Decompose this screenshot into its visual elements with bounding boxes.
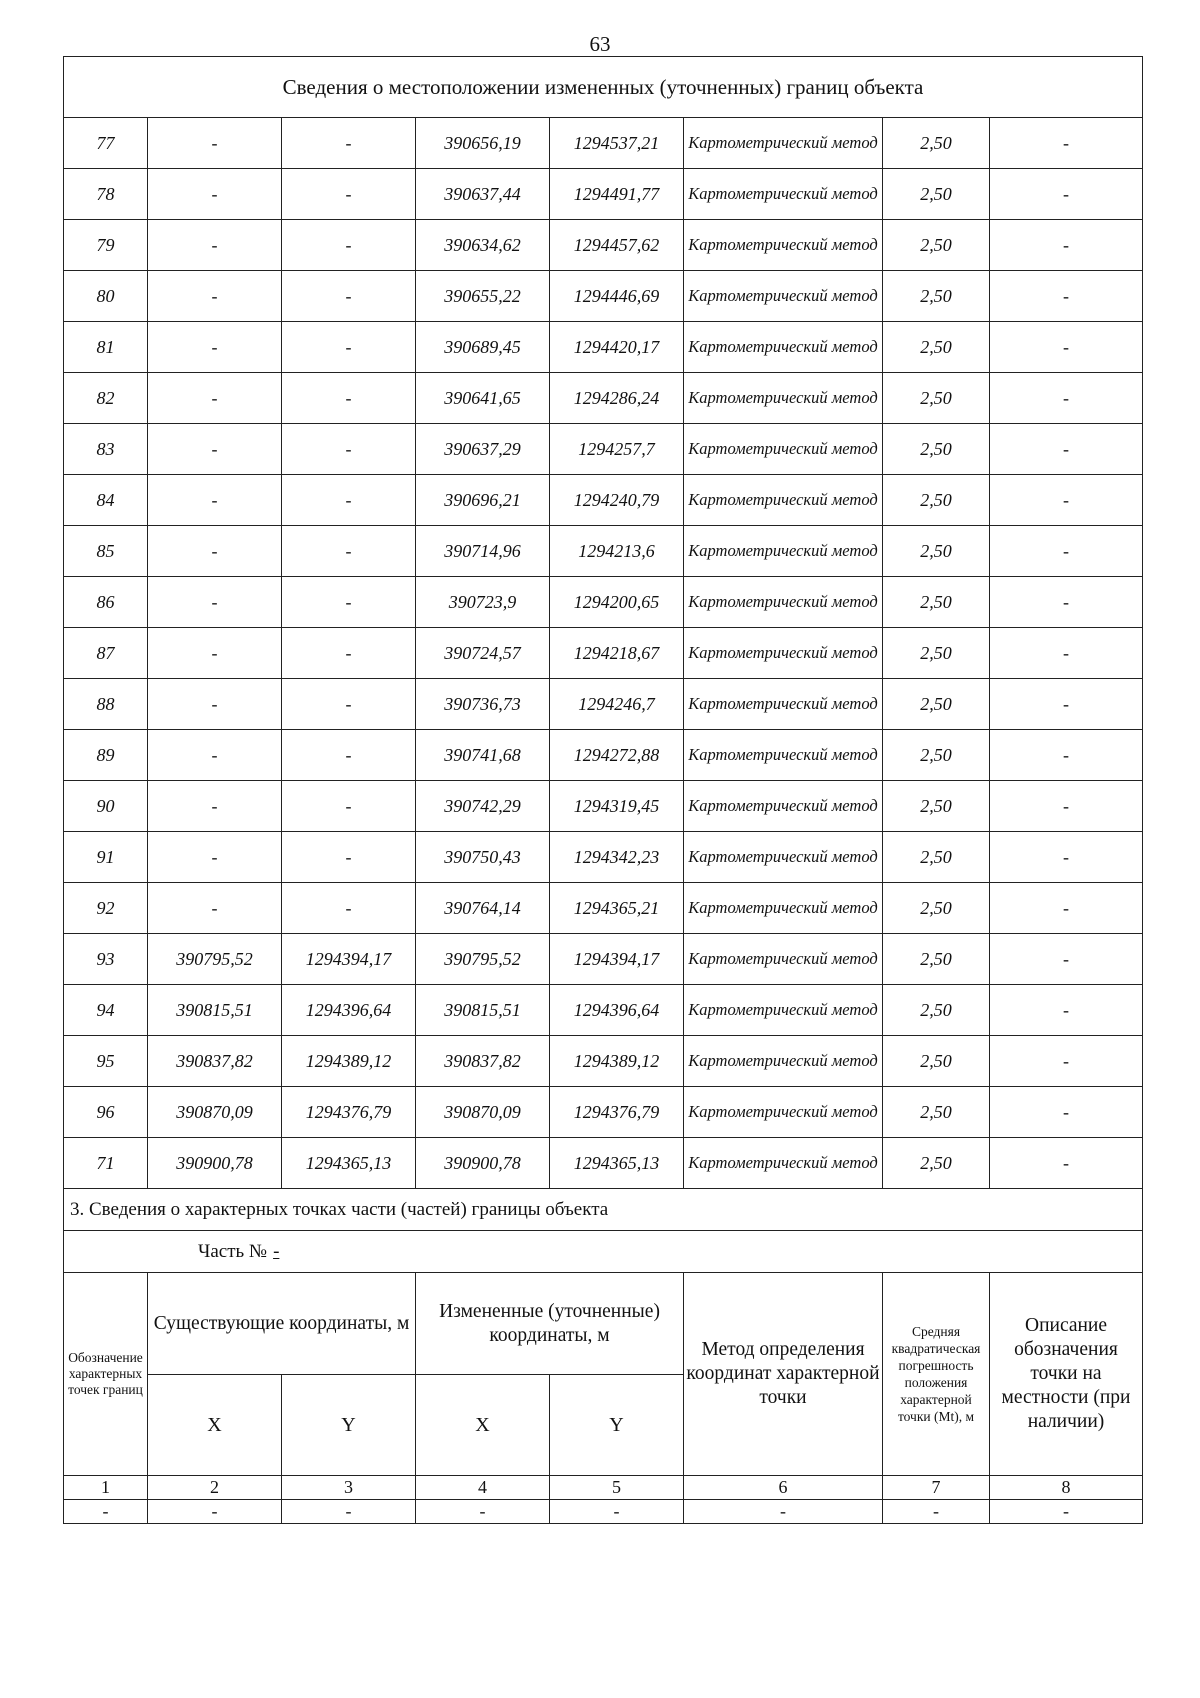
table-row [64,424,1143,475]
method-cell: Картометрический метод [684,118,883,169]
mt-cell: 2,50 [883,1036,990,1087]
method-cell: Картометрический метод [684,730,883,781]
method-cell: Картометрический метод [684,577,883,628]
mt-cell: 2,50 [883,475,990,526]
changed-x-cell: 390741,68 [416,730,550,781]
changed-y-cell: 1294457,62 [550,220,684,271]
table-row [64,832,1143,883]
existing-x-cell: - [148,628,282,679]
column-number: 1 [64,1476,148,1500]
changed-y-cell: 1294365,13 [550,1138,684,1189]
column-numbers-row [64,1476,1143,1500]
point-id-cell: 78 [64,169,148,220]
table-row [64,526,1143,577]
part-row [64,1231,1143,1273]
existing-y-cell: 1294396,64 [282,985,416,1036]
existing-y-cell: - [282,118,416,169]
point-id-cell: 81 [64,322,148,373]
point-id-cell: 92 [64,883,148,934]
table-row [64,577,1143,628]
method-cell: Картометрический метод [684,679,883,730]
changed-x-cell: 390795,52 [416,934,550,985]
existing-x-cell: 390795,52 [148,934,282,985]
existing-x-cell: - [148,883,282,934]
method-cell: Картометрический метод [684,169,883,220]
existing-y-cell: - [282,373,416,424]
mt-cell: 2,50 [883,832,990,883]
point-id-cell: 90 [64,781,148,832]
description-cell: - [990,832,1143,883]
column-number: 2 [148,1476,282,1500]
existing-y-cell: - [282,628,416,679]
changed-x-cell: 390637,44 [416,169,550,220]
mt-cell: 2,50 [883,322,990,373]
description-cell: - [990,1087,1143,1138]
point-id-cell: 93 [64,934,148,985]
changed-y-cell: 1294246,7 [550,679,684,730]
point-id-cell: 84 [64,475,148,526]
point-id-cell: 89 [64,730,148,781]
description-cell: - [990,679,1143,730]
method-cell: Картометрический метод [684,985,883,1036]
changed-y-cell: 1294286,24 [550,373,684,424]
mt-cell: 2,50 [883,169,990,220]
table-cell: - [416,1500,550,1524]
changed-x-cell: 390656,19 [416,118,550,169]
description-cell: - [990,1138,1143,1189]
changed-x-cell: 390900,78 [416,1138,550,1189]
method-cell: Картометрический метод [684,373,883,424]
existing-x-cell: - [148,424,282,475]
table-row [64,628,1143,679]
changed-x-cell: 390837,82 [416,1036,550,1087]
existing-x-cell: - [148,271,282,322]
method-cell: Картометрический метод [684,883,883,934]
method-cell: Картометрический метод [684,220,883,271]
existing-x-cell: - [148,475,282,526]
changed-x-cell: 390724,57 [416,628,550,679]
existing-x-cell: - [148,679,282,730]
point-id-cell: 96 [64,1087,148,1138]
point-id-cell: 94 [64,985,148,1036]
table-cell: - [883,1500,990,1524]
changed-x-cell: 390655,22 [416,271,550,322]
existing-y-cell: 1294376,79 [282,1087,416,1138]
method-cell: Картометрический метод [684,781,883,832]
existing-x-cell: - [148,730,282,781]
changed-y-cell: 1294389,12 [550,1036,684,1087]
existing-x-cell: 390900,78 [148,1138,282,1189]
existing-y-cell: 1294365,13 [282,1138,416,1189]
description-cell: - [990,628,1143,679]
existing-x-cell: - [148,220,282,271]
description-cell: - [990,424,1143,475]
method-cell: Картометрический метод [684,832,883,883]
method-cell: Картометрический метод [684,271,883,322]
existing-y-cell: - [282,883,416,934]
point-id-cell: 88 [64,679,148,730]
description-cell: - [990,475,1143,526]
existing-x-cell: - [148,832,282,883]
mt-cell: 2,50 [883,1087,990,1138]
table-cell: - [64,1500,148,1524]
point-id-cell: 77 [64,118,148,169]
method-cell: Картометрический метод [684,1087,883,1138]
mt-cell: 2,50 [883,883,990,934]
changed-y-cell: 1294200,65 [550,577,684,628]
changed-y-cell: 1294446,69 [550,271,684,322]
existing-y-cell: - [282,475,416,526]
method-cell: Картометрический метод [684,934,883,985]
existing-x-cell: 390815,51 [148,985,282,1036]
changed-y-cell: 1294537,21 [550,118,684,169]
changed-y-cell: 1294420,17 [550,322,684,373]
table-row [64,1087,1143,1138]
description-cell: - [990,1036,1143,1087]
section-3-title: 3. Сведения о характерных точках части (частей) границы объекта [64,1189,1143,1231]
table-title: Сведения о местоположении измененных (уточненных) границ объекта [64,57,1143,118]
description-cell: - [990,985,1143,1036]
changed-x-cell: 390696,21 [416,475,550,526]
existing-x-cell: - [148,169,282,220]
existing-x-cell: 390870,09 [148,1087,282,1138]
mt-cell: 2,50 [883,424,990,475]
method-cell: Картометрический метод [684,424,883,475]
mt-cell: 2,50 [883,730,990,781]
column-number: 3 [282,1476,416,1500]
point-id-cell: 79 [64,220,148,271]
changed-x-cell: 390714,96 [416,526,550,577]
mt-cell: 2,50 [883,679,990,730]
part-number: - [273,1240,280,1262]
table-row [64,985,1143,1036]
column-number: 5 [550,1476,684,1500]
changed-x-cell: 390723,9 [416,577,550,628]
mt-cell: 2,50 [883,1138,990,1189]
table-row [64,679,1143,730]
point-id-cell: 83 [64,424,148,475]
changed-y-cell: 1294491,77 [550,169,684,220]
description-cell: - [990,526,1143,577]
point-id-cell: 95 [64,1036,148,1087]
header-changed-x: X [416,1375,550,1476]
point-id-cell: 87 [64,628,148,679]
header-mt: Средняя квадратическая погрешность положения характерной точки (Mt), м [883,1273,990,1476]
point-id-cell: 86 [64,577,148,628]
existing-y-cell: - [282,781,416,832]
existing-y-cell: - [282,271,416,322]
description-cell: - [990,220,1143,271]
existing-y-cell: - [282,730,416,781]
existing-y-cell: - [282,679,416,730]
header-existing-coords: Существующие координаты, м [148,1273,416,1375]
mt-cell: 2,50 [883,985,990,1036]
point-id-cell: 85 [64,526,148,577]
existing-y-cell: - [282,526,416,577]
header-changed-y: Y [550,1375,684,1476]
table-row [64,271,1143,322]
table-row [64,883,1143,934]
existing-x-cell: - [148,526,282,577]
table-cell: - [684,1500,883,1524]
table-row [64,1036,1143,1087]
changed-x-cell: 390815,51 [416,985,550,1036]
existing-y-cell: - [282,577,416,628]
changed-x-cell: 390870,09 [416,1087,550,1138]
table-cell: - [990,1500,1143,1524]
existing-y-cell: - [282,424,416,475]
header-description: Описание обозначения точки на местности (при наличии) [990,1273,1143,1476]
point-id-cell: 82 [64,373,148,424]
existing-x-cell: - [148,322,282,373]
changed-y-cell: 1294342,23 [550,832,684,883]
mt-cell: 2,50 [883,271,990,322]
changed-y-cell: 1294213,6 [550,526,684,577]
changed-y-cell: 1294394,17 [550,934,684,985]
mt-cell: 2,50 [883,628,990,679]
method-cell: Картометрический метод [684,322,883,373]
column-number: 4 [416,1476,550,1500]
changed-x-cell: 390742,29 [416,781,550,832]
changed-y-cell: 1294240,79 [550,475,684,526]
changed-x-cell: 390736,73 [416,679,550,730]
table-row [64,781,1143,832]
header-point-id: Обозначение характерных точек границ [64,1273,148,1476]
existing-y-cell: 1294389,12 [282,1036,416,1087]
table-row [64,322,1143,373]
table-row [64,169,1143,220]
table-row [64,1138,1143,1189]
mt-cell: 2,50 [883,526,990,577]
mt-cell: 2,50 [883,220,990,271]
description-cell: - [990,271,1143,322]
existing-y-cell: - [282,169,416,220]
description-cell: - [990,373,1143,424]
description-cell: - [990,934,1143,985]
changed-x-cell: 390750,43 [416,832,550,883]
existing-y-cell: - [282,322,416,373]
table-row [64,220,1143,271]
existing-x-cell: - [148,781,282,832]
changed-y-cell: 1294376,79 [550,1087,684,1138]
mt-cell: 2,50 [883,781,990,832]
existing-x-cell: - [148,118,282,169]
method-cell: Картометрический метод [684,475,883,526]
changed-x-cell: 390764,14 [416,883,550,934]
changed-y-cell: 1294396,64 [550,985,684,1036]
existing-x-cell: - [148,577,282,628]
changed-y-cell: 1294365,21 [550,883,684,934]
header-changed-coords: Измененные (уточненные) координаты, м [416,1273,684,1375]
mt-cell: 2,50 [883,373,990,424]
description-cell: - [990,169,1143,220]
point-id-cell: 71 [64,1138,148,1189]
table-cell: - [148,1500,282,1524]
description-cell: - [990,577,1143,628]
description-cell: - [990,883,1143,934]
method-cell: Картометрический метод [684,1138,883,1189]
changed-y-cell: 1294272,88 [550,730,684,781]
column-number: 8 [990,1476,1143,1500]
table-row [64,475,1143,526]
header-existing-y: Y [282,1375,416,1476]
header-method: Метод определения координат характерной точки [684,1273,883,1476]
table-row [64,373,1143,424]
part-label: Часть № [198,1240,268,1262]
column-number: 7 [883,1476,990,1500]
changed-x-cell: 390641,65 [416,373,550,424]
description-cell: - [990,781,1143,832]
changed-y-cell: 1294218,67 [550,628,684,679]
mt-cell: 2,50 [883,577,990,628]
method-cell: Картометрический метод [684,526,883,577]
page-number: 63 [589,32,611,56]
changed-x-cell: 390689,45 [416,322,550,373]
mt-cell: 2,50 [883,934,990,985]
table-row [64,118,1143,169]
changed-x-cell: 390634,62 [416,220,550,271]
table-row [64,934,1143,985]
point-id-cell: 91 [64,832,148,883]
description-cell: - [990,322,1143,373]
description-cell: - [990,730,1143,781]
method-cell: Картометрический метод [684,628,883,679]
existing-y-cell: 1294394,17 [282,934,416,985]
existing-x-cell: - [148,373,282,424]
column-number: 6 [684,1476,883,1500]
existing-y-cell: - [282,832,416,883]
mt-cell: 2,50 [883,118,990,169]
table-cell: - [282,1500,416,1524]
coordinates-rows [64,118,1143,1189]
point-id-cell: 80 [64,271,148,322]
description-cell: - [990,118,1143,169]
existing-x-cell: 390837,82 [148,1036,282,1087]
table-cell: - [550,1500,684,1524]
changed-y-cell: 1294319,45 [550,781,684,832]
header-existing-x: X [148,1375,282,1476]
changed-x-cell: 390637,29 [416,424,550,475]
method-cell: Картометрический метод [684,1036,883,1087]
boundary-table [63,56,1142,1524]
table-row [64,730,1143,781]
changed-y-cell: 1294257,7 [550,424,684,475]
existing-y-cell: - [282,220,416,271]
empty-part-row [64,1500,1143,1524]
